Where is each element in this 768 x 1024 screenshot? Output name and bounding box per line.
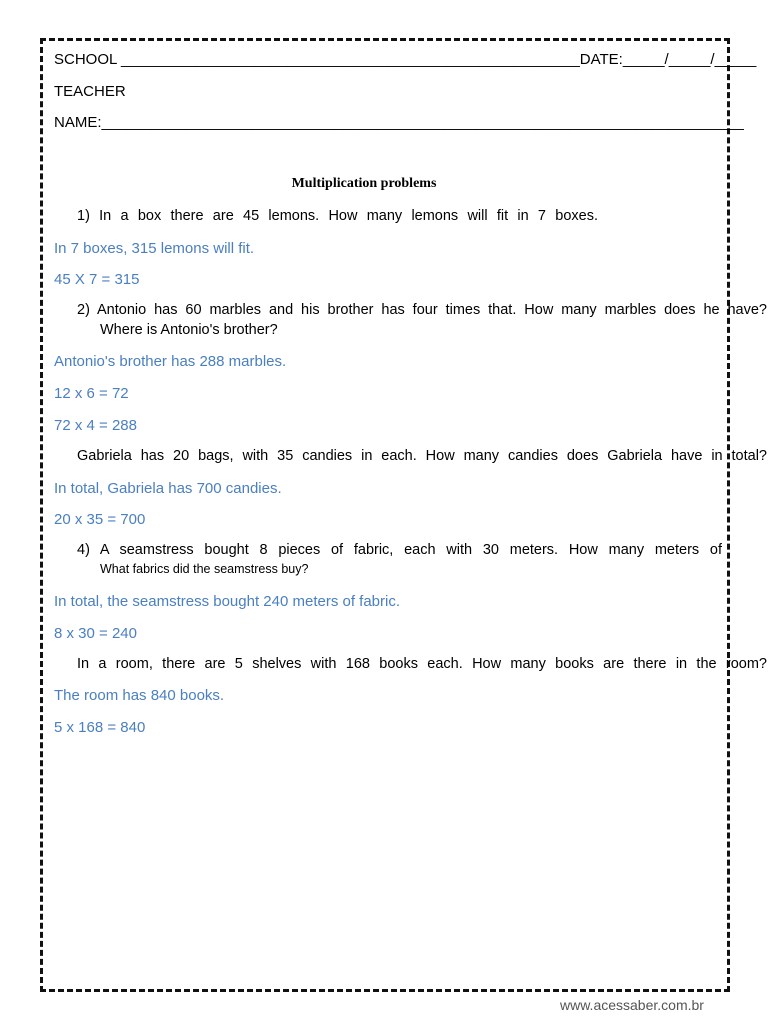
problem-5-answer: The room has 840 books. <box>54 687 225 704</box>
problem-1-question: 1) In a box there are 45 lemons. How many lemons will fit in 7 boxes. <box>77 208 598 224</box>
problem-4-question-cont: What fabrics did the seamstress buy? <box>100 562 309 576</box>
school-date-line: SCHOOL _______________________________________________________DATE:_____/_____/_____ <box>54 51 757 68</box>
problem-4-question: 4) A seamstress bought 8 pieces of fabric, each with 30 meters. How many meters of <box>77 542 722 558</box>
problem-2-question-cont: Where is Antonio's brother? <box>100 322 278 338</box>
problem-3-answer: In total, Gabriela has 700 candies. <box>54 480 282 497</box>
problem-1-answer: In 7 boxes, 315 lemons will fit. <box>54 240 255 257</box>
problem-5-question: In a room, there are 5 shelves with 168 books each. How many books are there in the room? <box>77 656 767 672</box>
problem-3-question: Gabriela has 20 bags, with 35 candies in each. How many candies does Gabriela have in total? <box>77 448 767 464</box>
name-line: NAME:_____________________________________________________________________________ <box>54 114 744 131</box>
problem-1-work-1: 45 X 7 = 315 <box>54 271 140 288</box>
problem-5-work-1: 5 x 168 = 840 <box>54 719 146 736</box>
problem-2-question: 2) Antonio has 60 marbles and his brother has four times that. How many marbles does he have? <box>77 302 767 318</box>
footer-url: www.acessaber.com.br <box>560 997 704 1013</box>
problem-2-work-2: 72 x 4 = 288 <box>54 417 137 434</box>
problem-4-work-1: 8 x 30 = 240 <box>54 625 137 642</box>
problem-4-answer: In total, the seamstress bought 240 meters of fabric. <box>54 593 401 610</box>
worksheet-title: Multiplication problems <box>291 176 437 191</box>
problem-2-work-1: 12 x 6 = 72 <box>54 385 129 402</box>
problem-2-answer: Antonio's brother has 288 marbles. <box>54 353 287 370</box>
teacher-line: TEACHER <box>54 83 126 100</box>
problem-3-work-1: 20 x 35 = 700 <box>54 511 146 528</box>
